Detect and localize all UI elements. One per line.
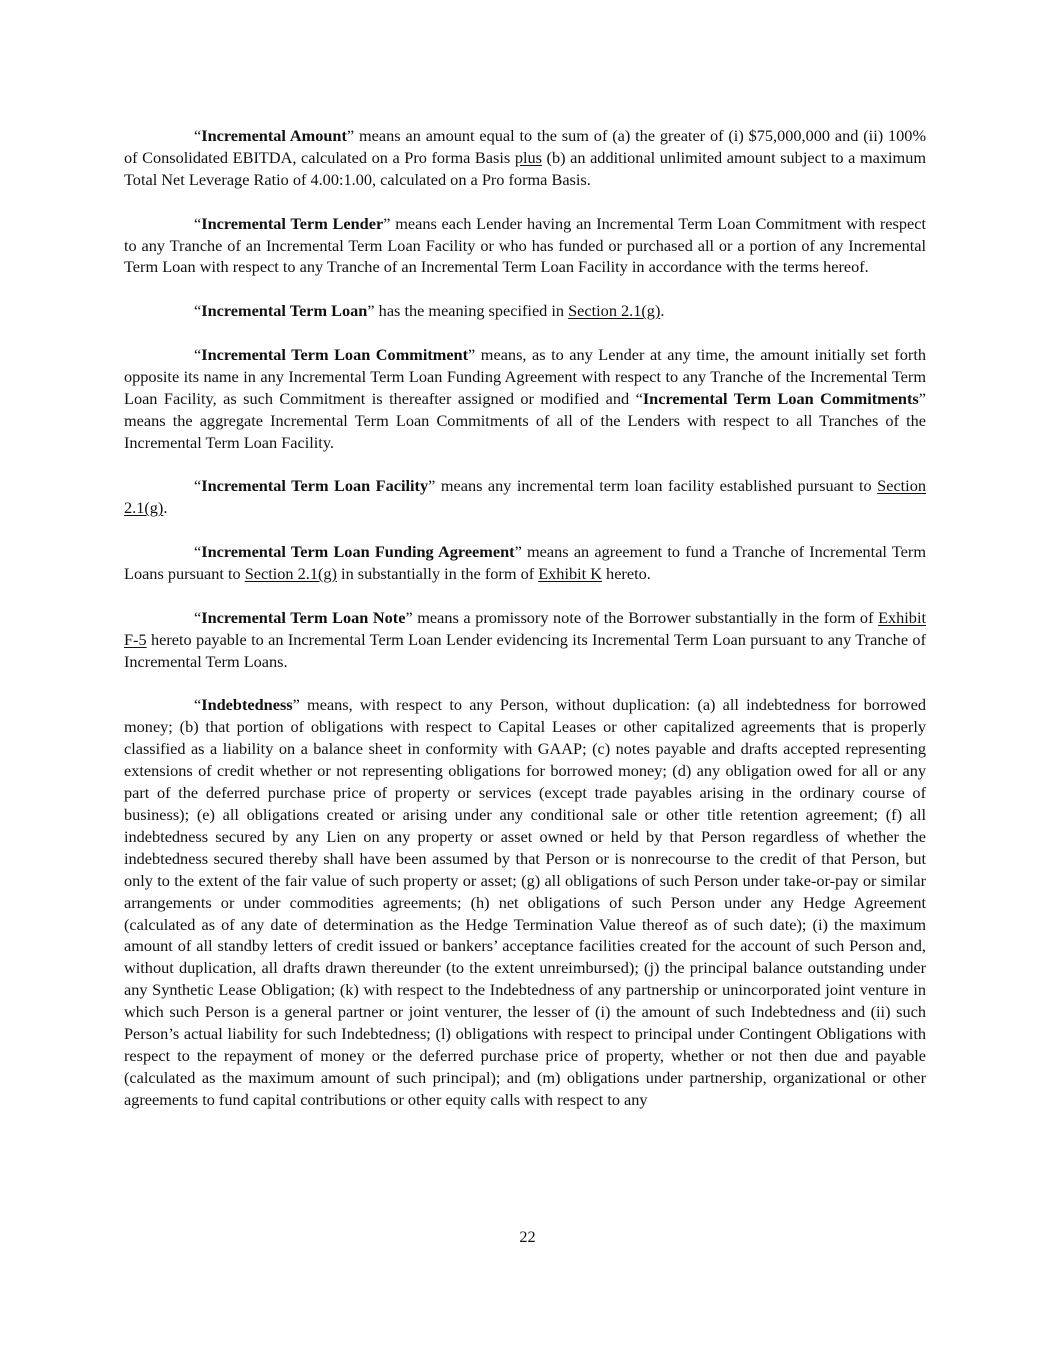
definition-incremental-term-loan: “Incremental Term Loan” has the meaning specified in Section 2.1(g). <box>194 301 665 321</box>
defined-term: Incremental Term Lender <box>201 213 384 233</box>
definitions-section <box>124 125 926 1133</box>
definition-incremental-term-loan-commitment: “Incremental Term Loan Commitment” means, as to any Lender at any time, the amount initially set forth opposite its name in any Incremental Term Loan Funding Agreement with respect to any Tranche of the Incremental Term Loan Facility, as such Commitment is thereafter assigned or modified and “Incremental Term Loan Commitments” means the aggregate Incremental Term Loan Commitments of all of the Lenders with respect to all Tranches of the Incremental Term Loan Facility. <box>124 345 926 452</box>
defined-term: Indebtedness <box>201 695 293 715</box>
defined-term: Incremental Term Loan Note <box>201 607 406 627</box>
defined-term: Incremental Term Loan Commitment <box>201 345 469 365</box>
definition-incremental-term-loan-funding-agreement: “Incremental Term Loan Funding Agreement” means an agreement to fund a Tranche of Incremental Term Loans pursuant to Section 2.1(g) in substantially in the form of Exhibit K hereto. <box>124 542 926 584</box>
definition-incremental-term-lender: “Incremental Term Lender” means each Lender having an Incremental Term Loan Commitment with respect to any Tranche of an Incremental Term Loan Facility or who has funded or purchased all or a portion of any Incremental Term Loan with respect to any Tranche of an Incremental Term Loan Facility in accordance with the terms hereof. <box>124 213 926 277</box>
emphasis-plus: plus <box>514 147 542 167</box>
exhibit-reference: Exhibit F-5 <box>124 607 926 649</box>
page-number: 22 <box>519 1227 536 1246</box>
section-reference: Section 2.1(g) <box>124 476 926 518</box>
definition-incremental-amount: “Incremental Amount” means an amount equal to the sum of (a) the greater of (i) $75,000,000 and (ii) 100% of Consolidated EBITDA, calculated on a Pro forma Basis plus (b) an additional unlimited amount subject to a maximum Total Net Leverage Ratio of 4.00:1.00, calculated on a Pro forma Basis. <box>124 126 927 189</box>
defined-term: Incremental Term Loan Commitments <box>642 388 919 408</box>
definition-indebtedness: “Indebtedness” means, with respect to any Person, without duplication: (a) all indebtedness for borrowed money; (b) that portion of obligations with respect to Capital Leases or other capitalized agreements that is properly classified as a liability on a balance sheet in conformity with GAAP; (c) notes payable and drafts accepted representing extensions of credit whether or not representing obligations for borrowed money; (d) any obligation owed for all or any part of the deferred purchase price of property or services (except trade payables arising in the ordinary course of business); (e) all obligations created or arising under any conditional sale or other title retention agreement; (f) all indebtedness secured by any Lien on any property or asset owned or held by that Person regardless of whether the indebtedness secured thereby shall have been assumed by that Person or is nonrecourse to the credit of that Person, but only to the extent of the fair value of such property or asset; (g) all obligations of such Person under take-or-pay or similar arrangements or under commodities agreements; (h) net obligations of such Person under any Hedge Agreement (calculated as of any date of determination as the Hedge Termination Value thereof as of such date); (i) the maximum amount of all standby letters of credit issued or bankers’ acceptance facilities created for the account of such Person and, without duplication, all drafts drawn thereunder (to the extent unreimbursed); (j) the principal balance outstanding under any Synthetic Lease Obligation; (k) with respect to the Indebtedness of any partnership or unincorporated joint venture in which such Person is a general partner or joint venturer, the lesser of (i) the amount of such Indebtedness and (ii) such Person’s actual liability for such Indebtedness; (l) obligations with respect to principal under Contingent Obligations with respect to the repayment of money or the deferred purchase price of property, whether or not then due and payable (calculated as the maximum amount of such principal); and (m) obligations under partnership, organizational or other agreements to fund capital contributions or other equity calls with respect to any <box>124 695 926 1109</box>
defined-term: Incremental Term Loan <box>201 301 368 321</box>
section-reference: Section 2.1(g) <box>244 564 337 584</box>
defined-term: Incremental Amount <box>201 126 347 145</box>
definition-incremental-term-loan-facility: “Incremental Term Loan Facility” means any incremental term loan facility established pursuant to Section 2.1(g). <box>124 476 926 518</box>
defined-term: Incremental Term Loan Facility <box>201 476 429 496</box>
defined-term: Incremental Term Loan Funding Agreement <box>201 542 515 562</box>
section-reference: Section 2.1(g) <box>568 301 661 321</box>
exhibit-reference: Exhibit K <box>538 564 602 584</box>
definition-incremental-term-loan-note: “Incremental Term Loan Note” means a promissory note of the Borrower substantially in the form of Exhibit F-5 hereto payable to an Incremental Term Loan Lender evidencing its Incremental Term Loan pursuant to any Tranche of Incremental Term Loans. <box>124 607 926 671</box>
